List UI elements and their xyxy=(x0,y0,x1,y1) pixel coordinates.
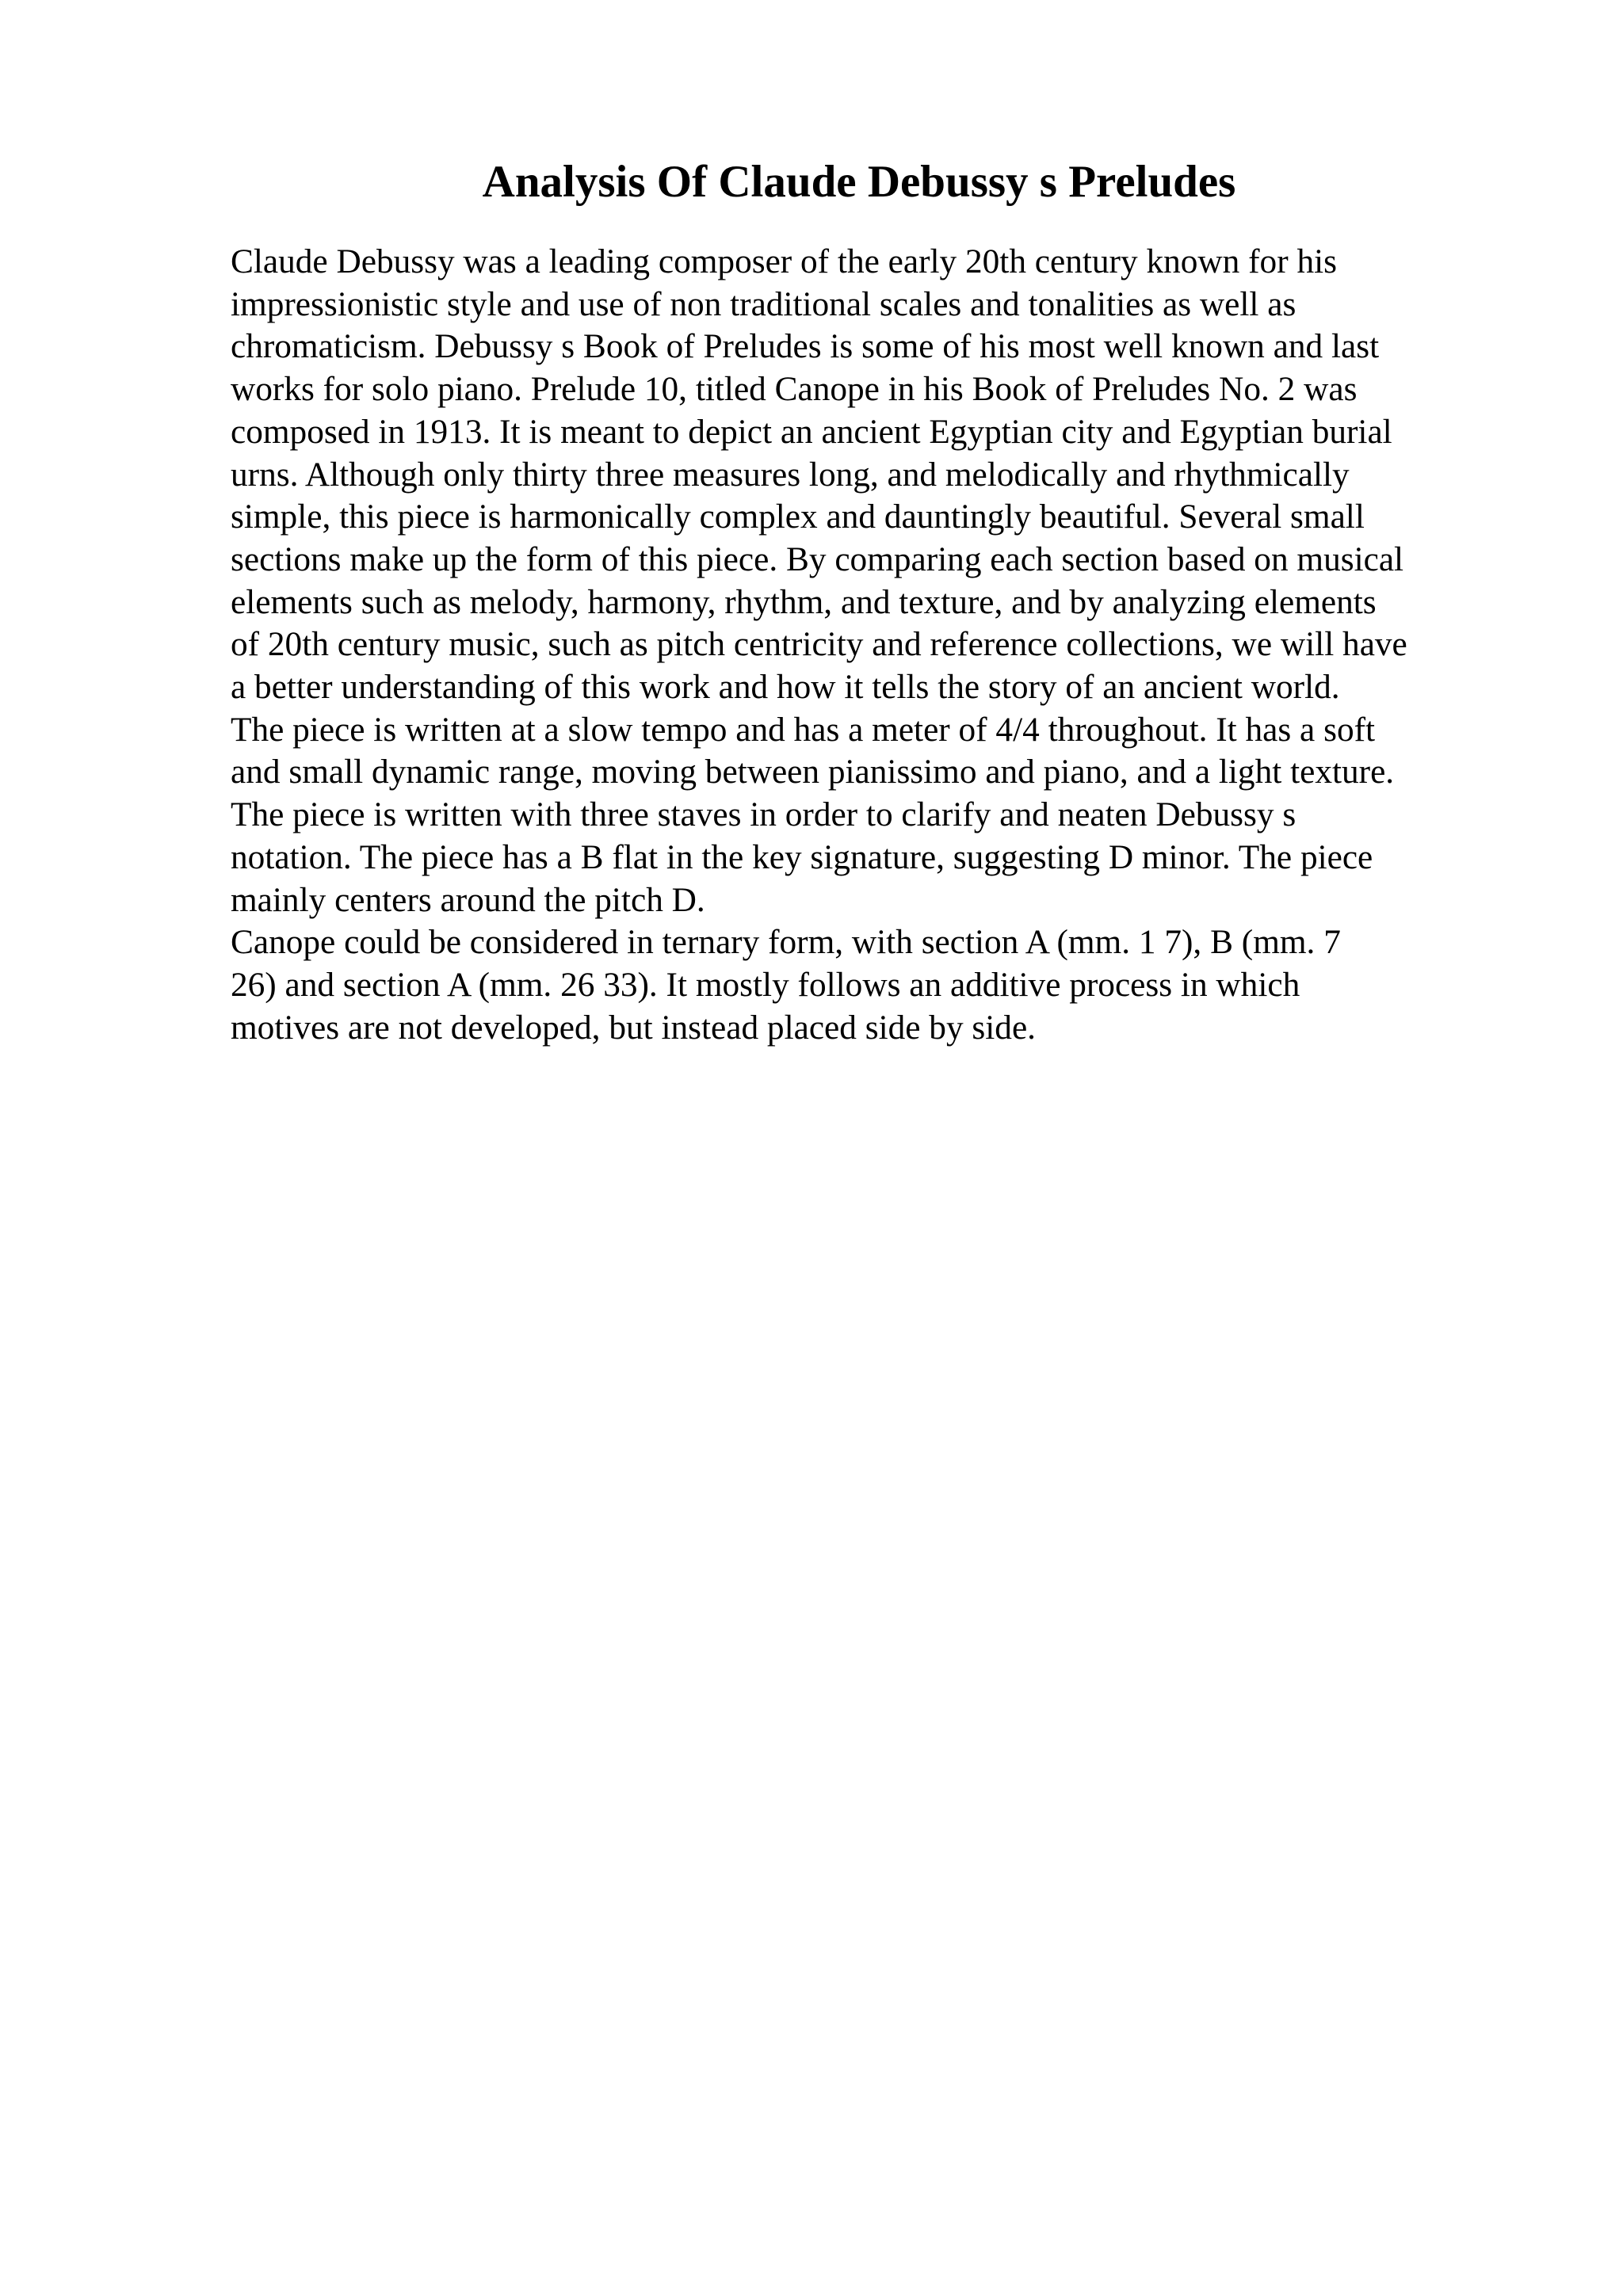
text-line: 26) and section A (mm. 26 33). It mostly follows an additive process in which xyxy=(231,965,1300,1004)
text-line: motives are not developed, but instead placed side by side. xyxy=(231,1008,1036,1047)
document-body xyxy=(231,241,1530,1049)
text-line: Claude Debussy was a leading composer of the early 20th century known for his xyxy=(231,242,1337,280)
text-line: elements such as melody, harmony, rhythm, and texture, and by analyzing elements xyxy=(231,582,1377,621)
text-line: sections make up the form of this piece. By comparing each section based on musical xyxy=(231,540,1404,578)
document-title: Analysis Of Claude Debussy s Preludes xyxy=(482,157,1236,207)
text-line: mainly centers around the pitch D. xyxy=(231,880,705,919)
text-line: of 20th century music, such as pitch centricity and reference collections, we will have xyxy=(231,625,1407,664)
text-line: works for solo piano. Prelude 10, titled Canope in his Book of Preludes No. 2 was xyxy=(231,370,1358,409)
text-line: notation. The piece has a B flat in the key signature, suggesting D minor. The piece xyxy=(231,837,1373,876)
text-line: The piece is written at a slow tempo and has a meter of 4/4 throughout. It has a soft xyxy=(231,710,1376,749)
text-line: chromaticism. Debussy s Book of Preludes is some of his most well known and last xyxy=(231,327,1380,366)
text-line: Canope could be considered in ternary form, with section A (mm. 1 7), B (mm. 7 xyxy=(231,923,1341,962)
text-line: a better understanding of this work and how it tells the story of an ancient world. xyxy=(231,668,1340,707)
text-line: urns. Although only thirty three measures long, and melodically and rhythmically xyxy=(231,455,1350,494)
text-line: The piece is written with three staves in order to clarify and neaten Debussy s xyxy=(231,795,1296,834)
text-line: impressionistic style and use of non traditional scales and tonalities as well as xyxy=(231,284,1296,323)
text-line: simple, this piece is harmonically complex and dauntingly beautiful. Several small xyxy=(231,498,1365,536)
text-line: and small dynamic range, moving between pianissimo and piano, and a light texture. xyxy=(231,753,1395,791)
text-line: composed in 1913. It is meant to depict an ancient Egyptian city and Egyptian burial xyxy=(231,412,1392,451)
